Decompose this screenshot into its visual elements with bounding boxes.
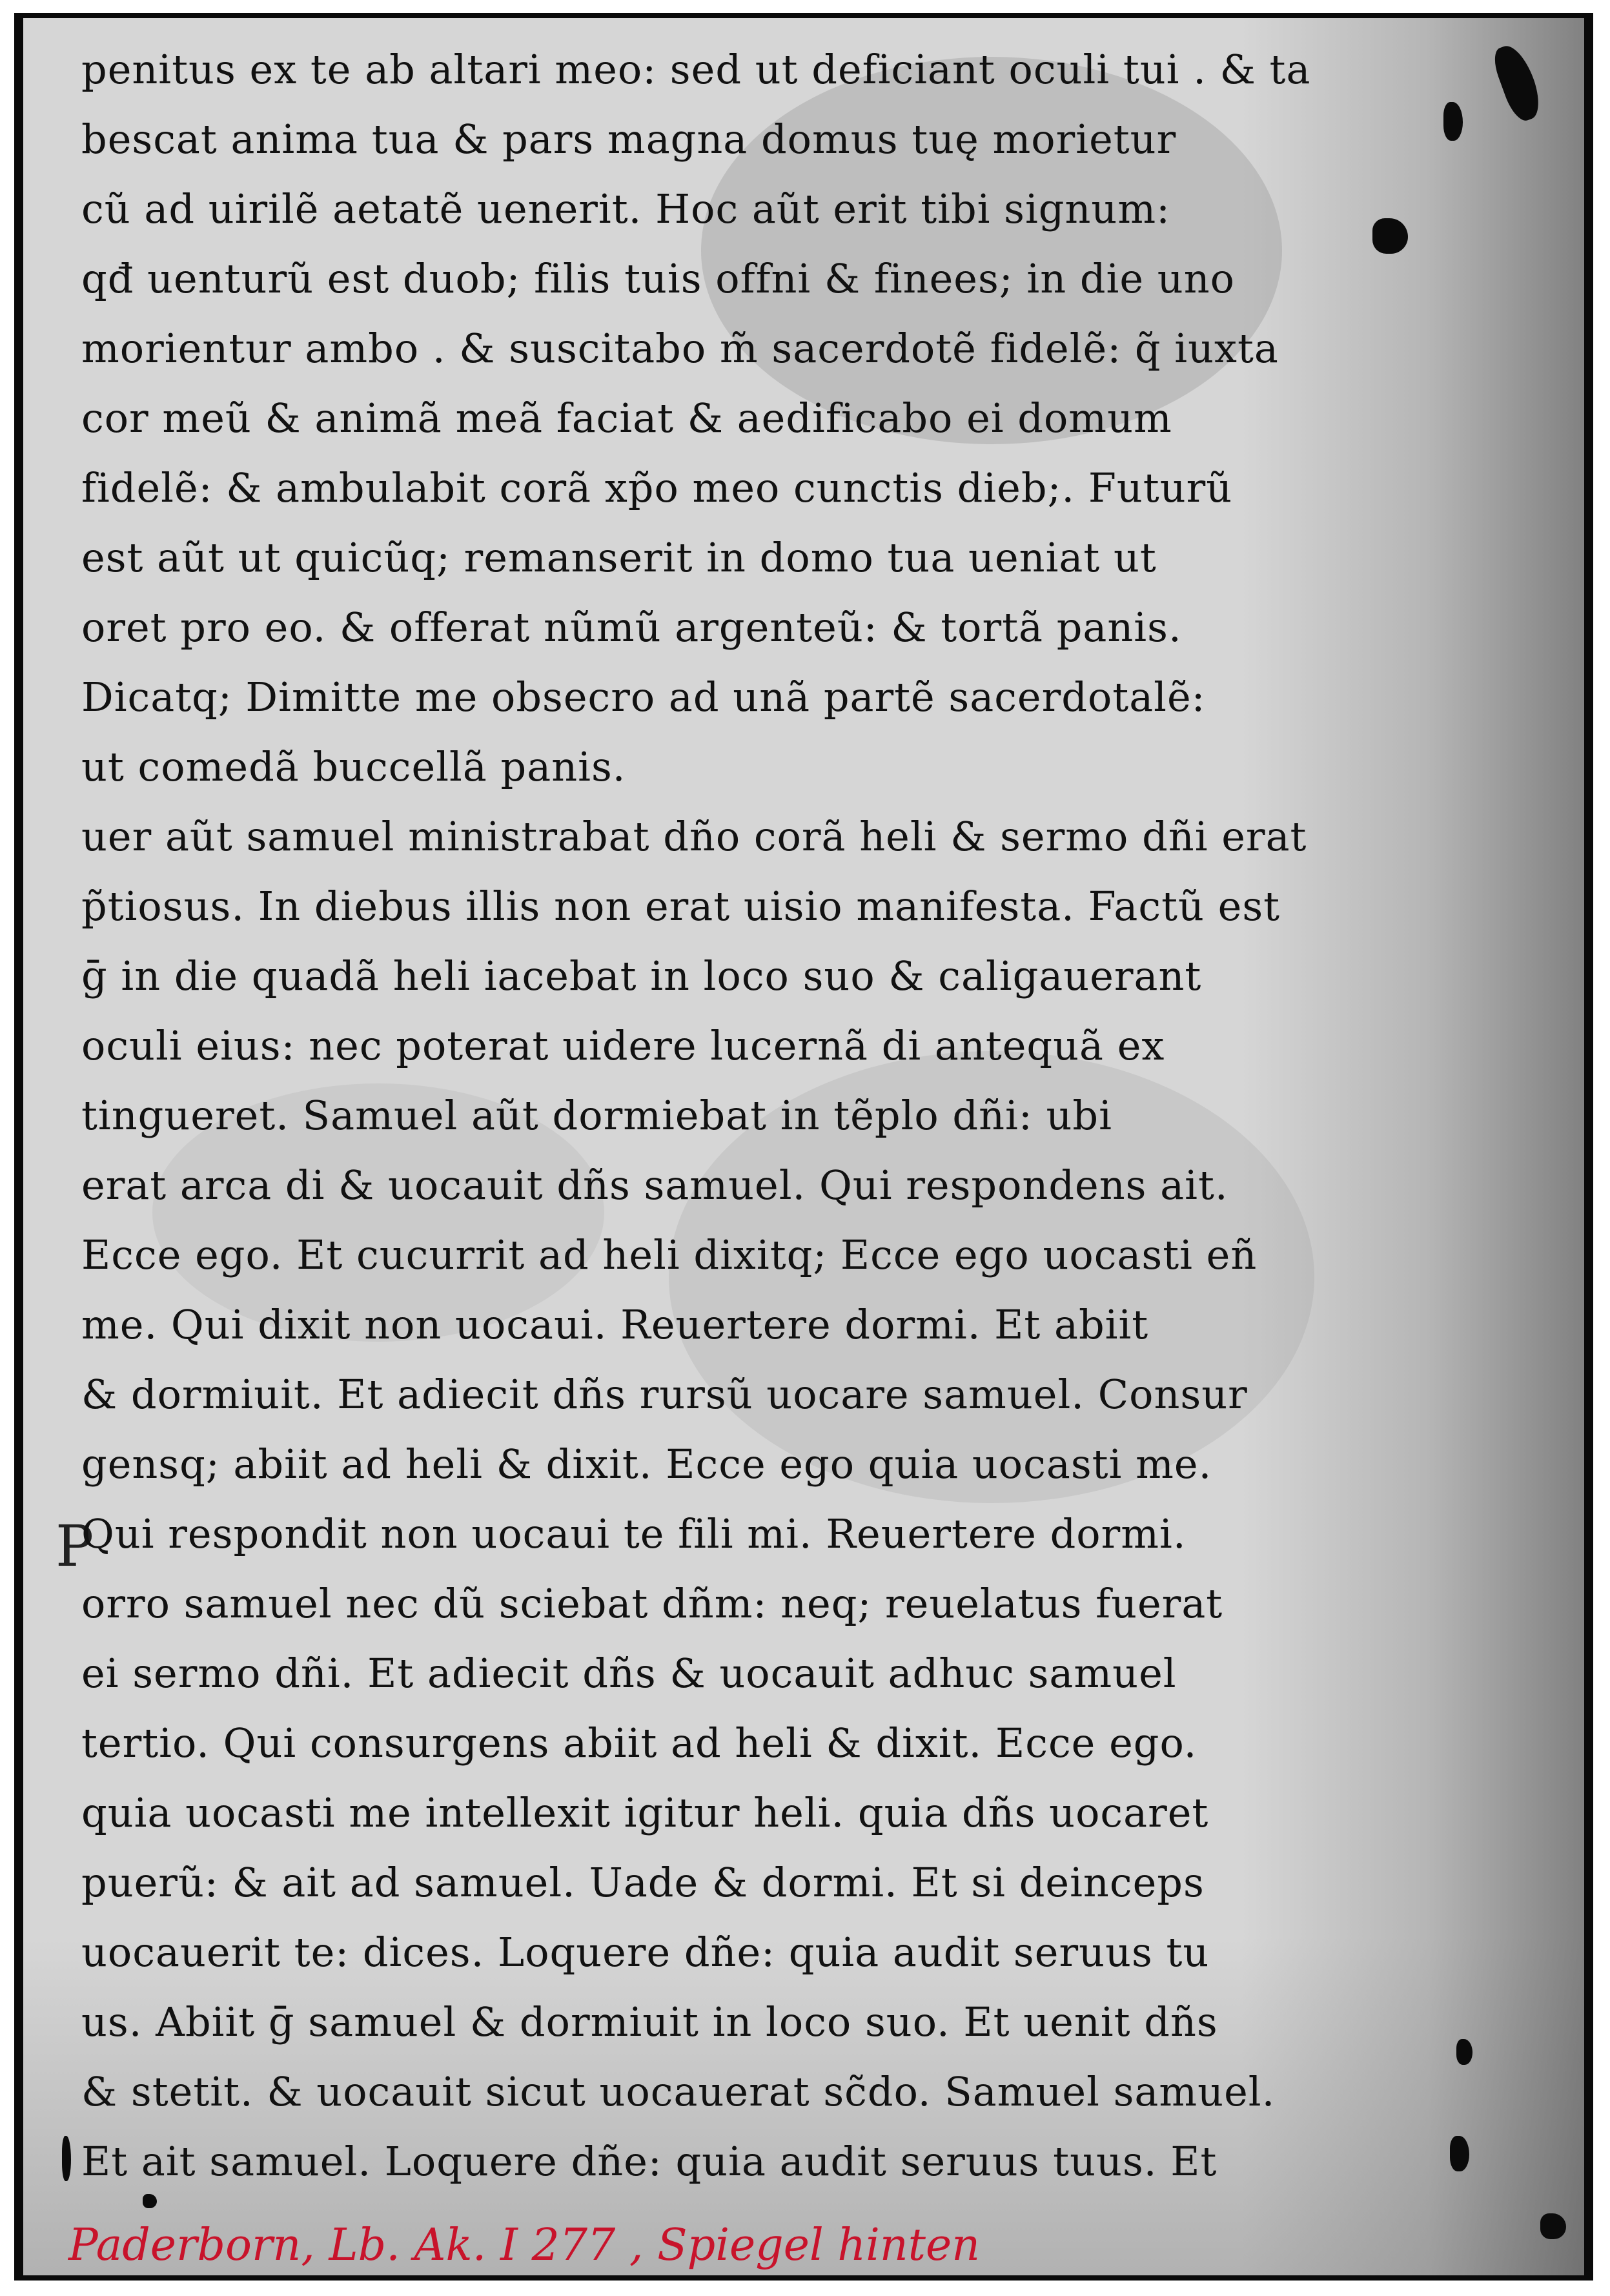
ink-blot xyxy=(1456,2039,1472,2065)
text-line: Et ait samuel. Loquere dñe: quia audit seruus tuus. Et xyxy=(81,2138,1218,2185)
text-line: gensq; abiit ad heli & dixit. Ecce ego quia uocasti me. xyxy=(81,1440,1212,1488)
ink-blot xyxy=(143,2194,157,2208)
text-line: morientur ambo . & suscitabo m̃ sacerdotẽ fidelẽ: q̃ iuxta xyxy=(81,325,1279,372)
text-line: & dormiuit. Et adiecit dñs rursũ uocare samuel. Consur xyxy=(81,1371,1248,1418)
text-line: bescat anima tua & pars magna domus tuę morietur xyxy=(81,116,1177,163)
photo-frame xyxy=(14,13,1593,2281)
manuscript-page xyxy=(23,18,1584,2275)
text-line: me. Qui dixit non uocaui. Reuertere dormi. Et abiit xyxy=(81,1301,1149,1348)
archive-shelfmark-note: Paderborn, Lb. Ak. I 277 , Spiegel hinten xyxy=(68,2220,981,2271)
ink-blot xyxy=(1450,2136,1469,2171)
text-line: & stetit. & uocauit sicut uocauerat sc̃do. Samuel samuel. xyxy=(81,2068,1276,2115)
text-line: uocauerit te: dices. Loquere dñe: quia audit seruus tu xyxy=(81,1929,1210,1976)
text-line: qđ uenturũ est duob; filis tuis offni & finees; in die uno xyxy=(81,255,1235,302)
ink-blot xyxy=(1489,41,1546,125)
text-line: quia uocasti me intellexit igitur heli. quia dñs uocaret xyxy=(81,1789,1209,1836)
ink-blot xyxy=(1540,2213,1566,2239)
text-line: ei sermo dñi. Et adiecit dñs & uocauit adhuc samuel xyxy=(81,1650,1177,1697)
text-line: cũ ad uirilẽ aetatẽ uenerit. Hoc aũt erit tibi signum: xyxy=(81,185,1171,232)
text-line: erat arca di & uocauit dñs samuel. Qui respondens ait. xyxy=(81,1162,1228,1209)
text-line: cor meũ & animã meã faciat & aedificabo ei domum xyxy=(81,395,1172,442)
text-line: tingueret. Samuel aũt dormiebat in tẽplo dñi: ubi xyxy=(81,1092,1112,1139)
text-line: Ecce ego. Et cucurrit ad heli dixitq; Ecce ego uocasti eñ xyxy=(81,1231,1258,1278)
text-line: penitus ex te ab altari meo: sed ut deficiant oculi tui . & ta xyxy=(81,46,1311,93)
text-line: fidelẽ: & ambulabit corã xp̃o meo cunctis dieb;. Futurũ xyxy=(81,464,1233,511)
text-line: tertio. Qui consurgens abiit ad heli & dixit. Ecce ego. xyxy=(81,1719,1197,1767)
text-line: us. Abiit ḡ samuel & dormiuit in loco suo. Et uenit dñs xyxy=(81,1998,1218,2045)
text-line: orro samuel nec dũ sciebat dñm: neq; reuelatus fuerat xyxy=(81,1580,1223,1627)
ink-blot xyxy=(62,2136,71,2181)
text-line: ut comedã buccellã panis. xyxy=(81,743,626,790)
text-line: Dicatq; Dimitte me obsecro ad unã partẽ sacerdotalẽ: xyxy=(81,673,1206,721)
ink-blot xyxy=(1372,218,1408,254)
text-line: p̃tiosus. In diebus illis non erat uisio manifesta. Factũ est xyxy=(81,883,1281,930)
ink-blot xyxy=(1443,102,1463,141)
text-line: oculi eius: nec poterat uidere lucernã di antequã ex xyxy=(81,1022,1165,1069)
text-line: est aũt ut quicũq; remanserit in domo tua ueniat ut xyxy=(81,534,1157,581)
text-line: uer aũt samuel ministrabat dño corã heli & sermo dñi erat xyxy=(81,813,1307,860)
text-line: ḡ in die quadã heli iacebat in loco suo & caligauerant xyxy=(81,952,1202,999)
text-line: Qui respondit non uocaui te fili mi. Reuertere dormi. xyxy=(81,1510,1187,1557)
text-line: oret pro eo. & offerat nũmũ argenteũ: & tortã panis. xyxy=(81,604,1182,651)
text-line: puerũ: & ait ad samuel. Uade & dormi. Et si deinceps xyxy=(81,1859,1205,1906)
initial-letter: P xyxy=(56,1513,94,1579)
